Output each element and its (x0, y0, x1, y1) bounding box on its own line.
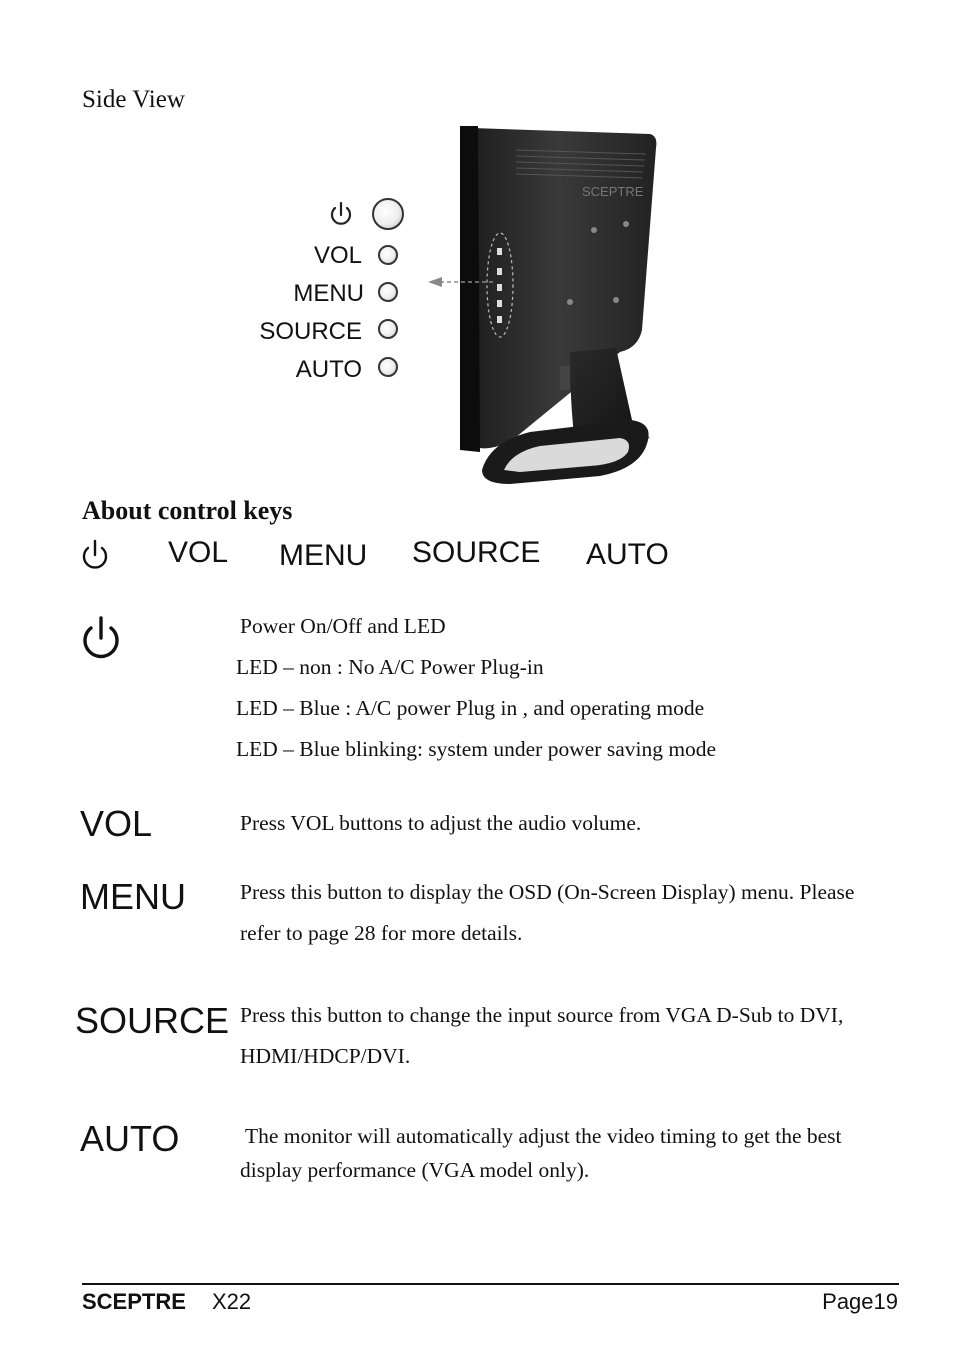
figure-auto-button (378, 357, 398, 377)
figure-label-source: SOURCE (259, 318, 362, 345)
figure-source-button (378, 319, 398, 339)
figure-vol-button (378, 245, 398, 265)
figure-label-vol: VOL (313, 242, 362, 269)
vol-desc: Press VOL buttons to adjust the audio volume. (240, 811, 642, 835)
figure-power-button (372, 198, 404, 230)
menu-desc-line-1: Press this button to display the OSD (On-Screen Display) menu. Please (240, 880, 855, 904)
figure-power-icon (328, 200, 354, 228)
menu-desc-line-2: refer to page 28 for more details. (240, 921, 523, 945)
footer-page-number: Page19 (822, 1289, 898, 1314)
power-icon (80, 614, 122, 662)
source-desc-line-1: Press this button to change the input source from VGA D-Sub to DVI, (240, 1003, 844, 1027)
source-desc-line-2: HDMI/HDCP/DVI. (240, 1044, 411, 1068)
section-title: About control keys (82, 496, 293, 525)
monitor-brand-mark: SCEPTRE (582, 184, 644, 199)
footer-model: X22 (212, 1289, 252, 1314)
key-row-menu: MENU (279, 539, 368, 572)
auto-label: AUTO (80, 1118, 180, 1159)
auto-desc-line-2: display performance (VGA model only). (240, 1158, 590, 1182)
power-desc-line-1: Power On/Off and LED (240, 614, 446, 638)
key-row-vol: VOL (168, 536, 229, 569)
vol-label: VOL (80, 803, 153, 844)
menu-label: MENU (80, 876, 186, 917)
power-desc-line-4: LED – Blue blinking: system under power saving mode (236, 737, 717, 761)
footer-divider (82, 1283, 899, 1285)
monitor-side-illustration (420, 120, 665, 488)
side-view-heading: Side View (82, 86, 185, 113)
key-row-power-icon (80, 538, 110, 572)
figure-label-auto: AUTO (295, 356, 362, 383)
figure-label-menu: MENU (293, 280, 364, 307)
footer-brand: SCEPTRE (82, 1289, 186, 1314)
power-desc-line-2: LED – non : No A/C Power Plug-in (236, 655, 544, 679)
pointer-arrow (426, 274, 496, 290)
auto-desc-line-1: The monitor will automatically adjust the video timing to get the best (240, 1124, 842, 1148)
power-desc-line-3: LED – Blue : A/C power Plug in , and operating mode (236, 696, 705, 720)
key-row-auto: AUTO (586, 538, 669, 571)
key-row-source: SOURCE (412, 536, 541, 569)
source-label: SOURCE (75, 1000, 230, 1041)
figure-menu-button (378, 282, 398, 302)
